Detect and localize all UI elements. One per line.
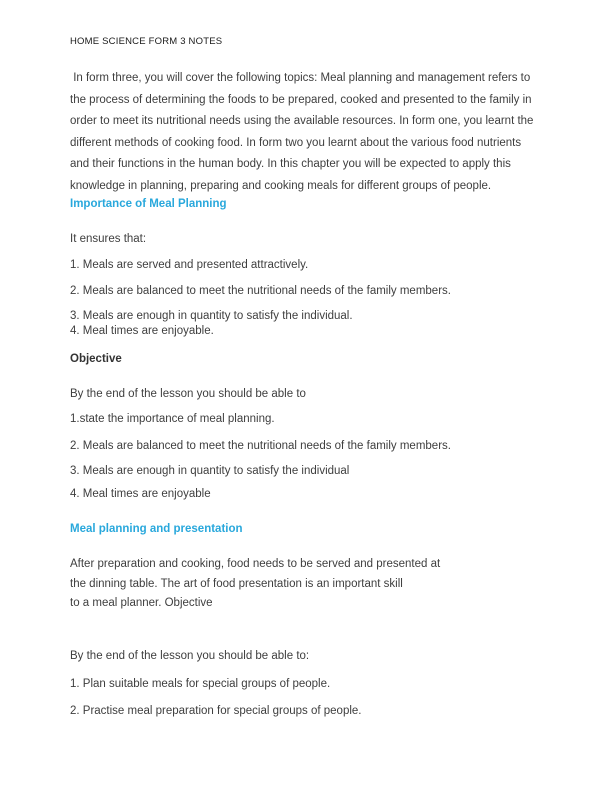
section-heading-meal-planning-and-presentation: Meal planning and presentation: [70, 523, 243, 535]
list-item: 1. Plan suitable meals for special groups of people.: [70, 677, 331, 690]
intro-line: different methods of cooking food. In form two you learnt about the various food nutrients: [70, 136, 522, 149]
list-item: 1. Meals are served and presented attractively.: [70, 259, 309, 271]
page-header-title: HOME SCIENCE FORM 3 NOTES: [70, 36, 223, 47]
intro-line: and their functions in the human body. In this chapter you will be expected to apply this: [70, 158, 511, 170]
intro-paragraph: [70, 68, 557, 197]
list-item: 4. Meal times are enjoyable: [70, 488, 211, 500]
importance-lead: It ensures that:: [70, 233, 147, 245]
list-item: 1.state the importance of meal planning.: [70, 413, 275, 425]
list-item: 4. Meal times are enjoyable.: [70, 325, 214, 337]
list-item: 2. Meals are balanced to meet the nutritional needs of the family members.: [70, 440, 451, 452]
presentation-line: After preparation and cooking, food needs to be served and presented at: [70, 558, 441, 570]
list-item: 2. Practise meal preparation for special groups of people.: [70, 704, 362, 717]
list-item: 2. Meals are balanced to meet the nutritional needs of the family members.: [70, 285, 451, 297]
presentation-line: the dinning table. The art of food presentation is an important skill: [70, 577, 403, 590]
section-heading-objective: Objective: [70, 353, 122, 365]
objective2-lead: By the end of the lesson you should be able to:: [70, 649, 310, 662]
presentation-line: to a meal planner. Objective: [70, 597, 213, 609]
list-item: 3. Meals are enough in quantity to satisfy the individual: [70, 465, 350, 477]
section-heading-importance-of-meal-planning: Importance of Meal Planning: [70, 198, 227, 210]
intro-line: the process of determining the foods to be prepared, cooked and presented to the family in: [70, 93, 532, 106]
list-item: 3. Meals are enough in quantity to satisfy the individual.: [70, 310, 353, 322]
objective1-lead: By the end of the lesson you should be able to: [70, 388, 306, 400]
presentation-paragraph: [70, 555, 557, 614]
intro-line: knowledge in planning, preparing and cooking meals for different groups of people.: [70, 179, 492, 192]
intro-line: order to meet its nutritional needs using the available resources. In form one, you learnt the: [70, 115, 534, 127]
intro-line: In form three, you will cover the following topics: Meal planning and management refers to: [70, 72, 531, 84]
